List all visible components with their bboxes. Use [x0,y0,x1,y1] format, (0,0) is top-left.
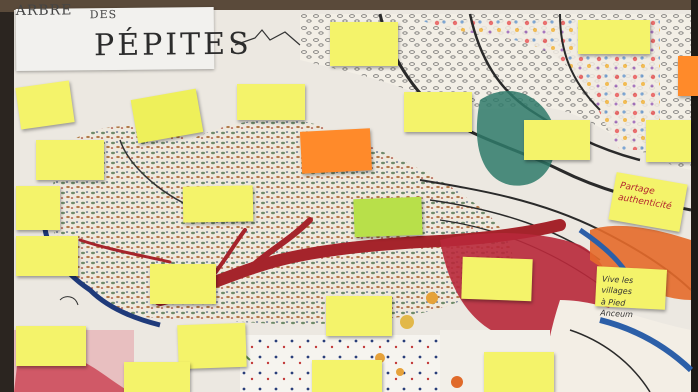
sticky-note [183,185,254,222]
sticky-note [15,80,74,129]
sticky-note [330,22,398,66]
sticky-note [124,362,190,392]
sticky-note [16,326,86,366]
sticky-note [16,236,78,276]
sticky-note [326,296,392,336]
title-card [15,2,252,71]
sticky-note-villages [595,266,667,319]
sticky-note-green [353,197,422,237]
sticky-note [578,20,650,54]
note-text-partage: Partage authenticité [617,180,673,213]
title-word-des: DES [89,7,118,22]
title-word-pepites: PÉPITES [93,26,252,64]
title-word-arbre: ARBRE [15,2,73,20]
sticky-note [484,352,554,392]
sticky-note-orange [678,56,698,96]
sticky-note [36,140,104,180]
sticky-note [524,120,590,160]
sticky-note [404,92,472,132]
sticky-note [150,264,216,304]
sticky-note [461,257,532,301]
note-text-villages: Vive les villages à Pied Anceum [600,274,634,319]
sticky-note [16,186,60,230]
sticky-note-orange [300,128,372,174]
sticky-note [646,120,691,162]
sticky-note [312,360,382,392]
sticky-note [237,84,305,120]
